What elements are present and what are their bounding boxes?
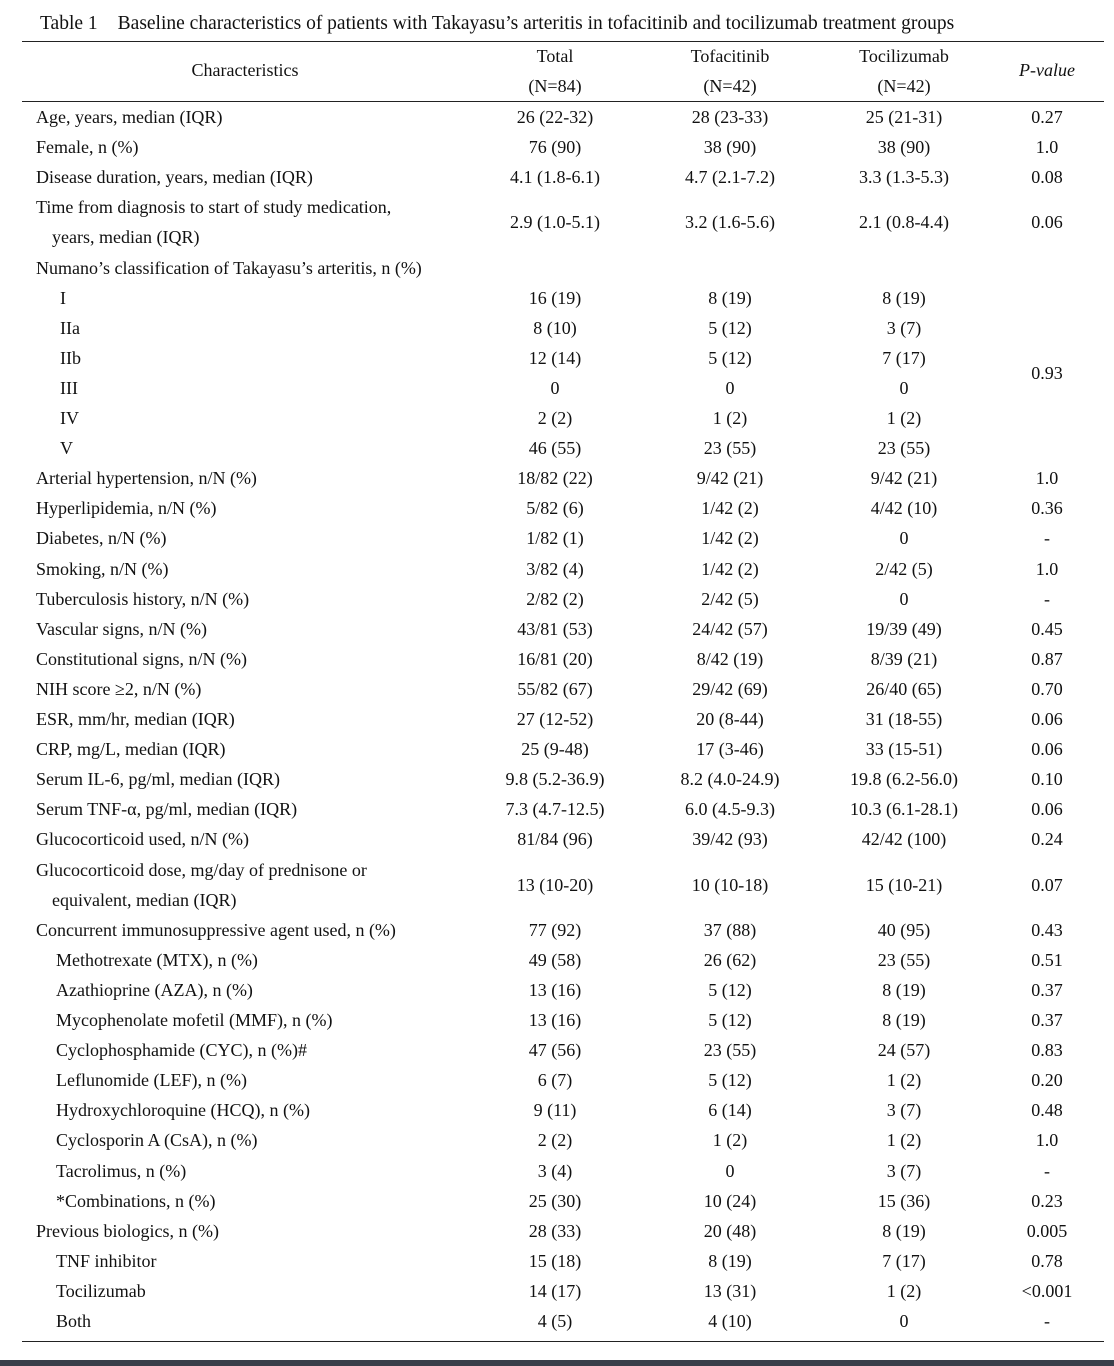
cell-tocilizumab: 19/39 (49)	[866, 618, 942, 639]
cell-total: 16/81 (20)	[517, 648, 593, 669]
row-label-text: Arterial hypertension, n/N (%)	[36, 468, 257, 489]
cell-tofacitinib: 8 (19)	[708, 1250, 752, 1271]
table-row	[0, 493, 1114, 523]
cell-tocilizumab: 15 (36)	[877, 1190, 931, 1211]
cell-total: 1/82 (1)	[526, 528, 584, 549]
cell-total: 28 (33)	[528, 1220, 582, 1241]
cell-total: 27 (12-52)	[516, 709, 594, 729]
cell-total: 4 (5)	[537, 1311, 573, 1331]
row-label	[36, 1216, 219, 1246]
cell-tofacitinib: 4.7 (2.1-7.2)	[685, 167, 775, 188]
cell-total: 81/84 (96)	[517, 829, 593, 850]
header-pvalue	[987, 55, 1107, 85]
row-label	[56, 1125, 258, 1155]
row-label-text: CRP, mg/L, median (IQR)	[36, 739, 226, 760]
cell-tocilizumab: 8 (19)	[882, 1220, 926, 1241]
table-row	[0, 644, 1114, 674]
cell-tocilizumab: 19.8 (6.2-56.0)	[850, 769, 958, 790]
cell-pvalue: 0.08	[1031, 167, 1063, 188]
cell-tofacitinib: 10 (24)	[703, 1190, 757, 1211]
cell-tofacitinib: 1 (2)	[712, 1130, 748, 1151]
table-row	[0, 132, 1114, 162]
cell-tocilizumab: 31 (18-55)	[865, 709, 943, 729]
cell-tocilizumab: 7 (17)	[882, 1250, 926, 1271]
cell-tofacitinib: 10 (10-18)	[691, 874, 769, 895]
cell-total: 25 (9-48)	[521, 739, 589, 760]
table-row	[0, 1095, 1114, 1125]
table-row	[0, 1306, 1114, 1336]
cell-total: 15 (18)	[528, 1250, 582, 1271]
cell-total: 3/82 (4)	[526, 558, 584, 579]
table-row	[0, 102, 1114, 132]
cell-tofacitinib: 29/42 (69)	[692, 678, 768, 699]
row-label-text: Hydroxychloroquine (HCQ), n (%)	[56, 1100, 310, 1121]
cell-pvalue: 1.0	[1035, 468, 1059, 489]
cell-total: 55/82 (67)	[517, 678, 593, 699]
row-label-text: Constitutional signs, n/N (%)	[36, 648, 247, 669]
cell-tofacitinib: 23 (55)	[703, 1040, 757, 1061]
table-row	[0, 192, 1114, 252]
row-label-text: *Combinations, n (%)	[56, 1190, 216, 1211]
cell-pvalue: 0.06	[1031, 739, 1063, 760]
table-row	[0, 584, 1114, 614]
row-label	[36, 734, 226, 764]
table-row	[0, 523, 1114, 553]
cell-tocilizumab: 0	[899, 377, 909, 398]
cell-total: 26 (22-32)	[516, 107, 594, 127]
cell-total: 13 (16)	[528, 979, 582, 1000]
table-title: Baseline characteristics of patients with Takayasu’s arteritis in tofacitinib and tocilizumab treatment groups	[117, 13, 955, 34]
cell-pvalue: 0.45	[1031, 618, 1063, 639]
row-label	[56, 1005, 332, 1035]
cell-total: 13 (10-20)	[516, 874, 594, 895]
table-row	[0, 674, 1114, 704]
cell-pvalue: 0.70	[1031, 678, 1063, 699]
cell-tofacitinib: 1/42 (2)	[701, 528, 759, 549]
cell-pvalue: 0.06	[1031, 709, 1063, 729]
cell-tocilizumab: 3.3 (1.3-5.3)	[859, 167, 949, 188]
row-label-text: Cyclophosphamide (CYC), n (%)#	[56, 1040, 307, 1061]
header-tofacitinib: Tofacitinib	[690, 46, 770, 66]
viewer-bottom-edge	[0, 1360, 1114, 1366]
cell-tocilizumab: 38 (90)	[877, 137, 931, 158]
cell-total: 25 (30)	[528, 1190, 582, 1211]
cell-tocilizumab: 3 (7)	[886, 1160, 922, 1181]
row-label	[36, 102, 222, 132]
row-label	[36, 584, 249, 614]
cell-pvalue: 1.0	[1035, 1130, 1059, 1151]
cell-tofacitinib: 20 (8-44)	[696, 709, 764, 729]
cell-tocilizumab: 25 (21-31)	[865, 107, 943, 127]
cell-pvalue: 0.48	[1031, 1100, 1063, 1121]
cell-tofacitinib: 5 (12)	[708, 317, 752, 338]
cell-tofacitinib: 1 (2)	[712, 408, 748, 428]
row-label	[56, 975, 253, 1005]
row-label	[60, 373, 78, 403]
table-caption	[40, 13, 954, 35]
header-tocilizumab: Tocilizumab	[859, 46, 949, 66]
row-label	[56, 1065, 247, 1095]
table-row	[0, 253, 1114, 283]
row-label-text: Disease duration, years, median (IQR)	[36, 167, 313, 188]
cell-tofacitinib: 8 (19)	[708, 287, 752, 308]
row-label	[56, 1156, 186, 1186]
cell-total: 9.8 (5.2-36.9)	[505, 769, 605, 790]
table-row	[0, 162, 1114, 192]
cell-tofacitinib: 28 (23-33)	[691, 107, 769, 127]
cell-pvalue: -	[1044, 1311, 1050, 1331]
cell-tocilizumab: 0	[899, 588, 909, 609]
header-total: Total	[536, 46, 574, 66]
cell-pvalue: 0.06	[1031, 212, 1063, 233]
cell-tocilizumab: 1 (2)	[886, 1130, 922, 1151]
row-label-text: I	[60, 287, 66, 308]
cell-tofacitinib: 1/42 (2)	[701, 558, 759, 579]
table-row	[0, 794, 1114, 824]
cell-pvalue: <0.001	[1021, 1280, 1073, 1301]
header-tofacitinib-n: (N=42)	[703, 76, 757, 96]
cell-tofacitinib: 9/42 (21)	[696, 468, 764, 489]
row-label-text: Serum TNF-α, pg/ml, median (IQR)	[36, 799, 298, 820]
cell-tofacitinib: 6 (14)	[708, 1100, 752, 1121]
row-label	[36, 644, 247, 674]
row-label-text: Numano’s classification of Takayasu’s arteritis, n (%)	[36, 257, 422, 278]
cell-tocilizumab: 23 (55)	[877, 949, 931, 970]
cell-tocilizumab: 42/42 (100)	[861, 829, 947, 850]
cell-total: 6 (7)	[537, 1070, 573, 1091]
row-label	[36, 794, 297, 824]
table-row	[0, 1035, 1114, 1065]
numano-pvalue: 0.93	[1031, 363, 1063, 383]
table-row	[0, 403, 1114, 433]
row-label	[56, 945, 258, 975]
row-label-text: Previous biologics, n (%)	[36, 1220, 219, 1241]
cell-total: 43/81 (53)	[517, 618, 593, 639]
cell-total: 9 (11)	[533, 1100, 577, 1121]
cell-pvalue: 0.78	[1031, 1250, 1063, 1271]
cell-tofacitinib: 38 (90)	[703, 137, 757, 158]
table-row	[0, 1186, 1114, 1216]
row-label	[36, 764, 280, 794]
cell-tocilizumab: 0	[899, 1311, 909, 1331]
row-label-text: ESR, mm/hr, median (IQR)	[36, 709, 235, 729]
row-label	[36, 493, 216, 523]
row-label	[36, 674, 201, 704]
cell-tocilizumab: 2/42 (5)	[875, 558, 933, 579]
cell-tofacitinib: 13 (31)	[703, 1280, 757, 1301]
cell-total: 76 (90)	[528, 137, 582, 158]
table-row	[0, 1156, 1114, 1186]
cell-total: 47 (56)	[528, 1040, 582, 1061]
table-row	[0, 614, 1114, 644]
row-label-text: Concurrent immunosuppressive agent used, n (%)	[36, 919, 396, 940]
cell-tofacitinib: 2/42 (5)	[701, 588, 759, 609]
table-row	[0, 1125, 1114, 1155]
header-total-n: (N=84)	[528, 76, 582, 96]
row-label-text: Hyperlipidemia, n/N (%)	[36, 498, 217, 519]
cell-total: 49 (58)	[528, 949, 582, 970]
table-row	[0, 554, 1114, 584]
table-number: Table 1	[40, 13, 98, 34]
cell-tofacitinib: 26 (62)	[703, 949, 757, 970]
row-label	[60, 283, 66, 313]
cell-pvalue: 0.87	[1031, 648, 1063, 669]
row-label-text: Serum IL-6, pg/ml, median (IQR)	[36, 769, 280, 790]
cell-pvalue: 0.43	[1031, 919, 1063, 940]
row-label	[56, 1306, 91, 1336]
row-label	[56, 1276, 146, 1306]
cell-tofacitinib: 5 (12)	[708, 979, 752, 1000]
cell-tofacitinib: 39/42 (93)	[692, 829, 768, 850]
cell-tocilizumab: 24 (57)	[877, 1040, 931, 1061]
row-label	[60, 433, 73, 463]
cell-tocilizumab: 0	[899, 528, 909, 549]
table-row	[0, 1005, 1114, 1035]
cell-pvalue: 0.27	[1031, 107, 1063, 127]
cell-tocilizumab: 40 (95)	[877, 919, 931, 940]
header-characteristics: Characteristics	[191, 60, 299, 80]
row-label	[36, 162, 313, 192]
cell-tocilizumab: 8/39 (21)	[870, 648, 938, 669]
cell-tocilizumab: 7 (17)	[882, 347, 926, 368]
cell-total: 18/82 (22)	[517, 468, 593, 489]
row-label	[36, 915, 396, 945]
cell-pvalue: 0.10	[1031, 769, 1063, 790]
row-label	[36, 554, 169, 584]
cell-pvalue: 1.0	[1035, 137, 1059, 158]
cell-pvalue: 0.07	[1031, 874, 1063, 895]
table-row	[0, 313, 1114, 343]
row-label-text: TNF inhibitor	[56, 1250, 157, 1271]
cell-total: 2.9 (1.0-5.1)	[510, 212, 600, 233]
cell-pvalue: 0.37	[1031, 979, 1063, 1000]
cell-tocilizumab: 1 (2)	[886, 408, 922, 428]
table-row	[0, 975, 1114, 1005]
cell-tofacitinib: 5 (12)	[708, 1010, 752, 1030]
cell-tofacitinib: 20 (48)	[703, 1220, 757, 1241]
cell-tocilizumab: 8 (19)	[882, 1010, 926, 1030]
row-label	[56, 1246, 157, 1276]
cell-total: 16 (19)	[528, 287, 582, 308]
cell-tofacitinib: 0	[725, 1160, 735, 1181]
cell-tocilizumab: 1 (2)	[886, 1280, 922, 1301]
row-label-text: IIb	[60, 347, 81, 368]
cell-pvalue: -	[1044, 1160, 1050, 1181]
table-row	[0, 824, 1114, 854]
cell-tocilizumab: 8 (19)	[882, 287, 926, 308]
row-label	[60, 343, 81, 373]
row-label-text: NIH score ≥2, n/N (%)	[36, 678, 202, 699]
row-label-text: Female, n (%)	[36, 137, 139, 158]
row-label-text: Cyclosporin A (CsA), n (%)	[56, 1130, 258, 1151]
table-row	[0, 373, 1114, 403]
cell-total: 12 (14)	[528, 347, 582, 368]
table-row	[0, 764, 1114, 794]
cell-pvalue: 0.36	[1031, 498, 1063, 519]
cell-tofacitinib: 24/42 (57)	[692, 618, 768, 639]
cell-tofacitinib: 6.0 (4.5-9.3)	[685, 799, 775, 820]
row-label-text: IV	[60, 408, 79, 428]
row-label-text: V	[60, 438, 73, 459]
cell-tocilizumab: 3 (7)	[886, 317, 922, 338]
cell-pvalue: 0.51	[1031, 949, 1063, 970]
row-label-text: Leflunomide (LEF), n (%)	[56, 1070, 247, 1091]
table-row	[0, 1246, 1114, 1276]
cell-tofacitinib: 4 (10)	[708, 1311, 752, 1331]
cell-tofacitinib: 37 (88)	[703, 919, 757, 940]
cell-total: 0	[550, 377, 560, 398]
cell-tocilizumab: 4/42 (10)	[870, 498, 938, 519]
cell-pvalue: 0.24	[1031, 829, 1063, 850]
cell-pvalue: 0.23	[1031, 1190, 1063, 1211]
row-label	[36, 824, 249, 854]
cell-tocilizumab: 10.3 (6.1-28.1)	[850, 799, 958, 820]
cell-tofacitinib: 5 (12)	[708, 347, 752, 368]
cell-tocilizumab: 33 (15-51)	[865, 739, 943, 760]
row-label-text: Tocilizumab	[56, 1280, 146, 1301]
cell-pvalue: 0.20	[1031, 1070, 1063, 1091]
row-label	[56, 1095, 310, 1125]
cell-tocilizumab: 3 (7)	[886, 1100, 922, 1121]
row-label-text: Glucocorticoid used, n/N (%)	[36, 829, 249, 850]
row-label-text: Azathioprine (AZA), n (%)	[56, 979, 253, 1000]
table-row	[0, 915, 1114, 945]
table-row	[0, 343, 1114, 373]
cell-pvalue: -	[1044, 528, 1050, 549]
table-row	[0, 945, 1114, 975]
cell-tocilizumab: 15 (10-21)	[865, 874, 943, 895]
cell-tocilizumab: 2.1 (0.8-4.4)	[859, 212, 949, 233]
cell-pvalue: 0.005	[1026, 1220, 1068, 1241]
row-label	[36, 132, 138, 162]
row-label	[36, 704, 235, 734]
cell-total: 46 (55)	[528, 438, 582, 459]
cell-pvalue: 1.0	[1035, 558, 1059, 579]
row-label	[36, 614, 207, 644]
cell-tocilizumab: 23 (55)	[877, 438, 931, 459]
cell-pvalue: 0.37	[1031, 1010, 1063, 1030]
cell-tofacitinib: 8.2 (4.0-24.9)	[680, 769, 780, 790]
table-row	[0, 1065, 1114, 1095]
cell-tofacitinib: 3.2 (1.6-5.6)	[685, 212, 775, 233]
row-label-text: Glucocorticoid dose, mg/day of prednisone or	[36, 859, 367, 880]
row-label-text: Diabetes, n/N (%)	[36, 528, 167, 549]
cell-tofacitinib: 8/42 (19)	[696, 648, 764, 669]
cell-pvalue: 0.06	[1031, 799, 1063, 820]
table-row	[0, 855, 1114, 915]
cell-pvalue: -	[1044, 588, 1050, 609]
cell-tocilizumab: 1 (2)	[886, 1070, 922, 1091]
row-label-text: Smoking, n/N (%)	[36, 558, 169, 579]
row-label	[60, 403, 79, 433]
cell-total: 5/82 (6)	[526, 498, 584, 519]
table-row	[0, 704, 1114, 734]
row-label-text: III	[60, 377, 78, 398]
cell-tocilizumab: 26/40 (65)	[866, 678, 942, 699]
cell-total: 14 (17)	[528, 1280, 582, 1301]
cell-tocilizumab: 8 (19)	[882, 979, 926, 1000]
cell-tofacitinib: 5 (12)	[708, 1070, 752, 1091]
cell-total: 13 (16)	[528, 1010, 582, 1030]
cell-tofacitinib: 23 (55)	[703, 438, 757, 459]
cell-total: 4.1 (1.8-6.1)	[510, 167, 600, 188]
row-label-text: Time from diagnosis to start of study medication,	[36, 197, 392, 218]
table-row	[0, 1276, 1114, 1306]
row-label-text: Age, years, median (IQR)	[36, 107, 223, 127]
row-label	[36, 192, 391, 252]
cell-tocilizumab: 9/42 (21)	[870, 468, 938, 489]
cell-tofacitinib: 17 (3-46)	[696, 739, 764, 760]
cell-total: 2 (2)	[537, 408, 573, 428]
header-pvalue-text: P-value	[1019, 60, 1075, 80]
cell-total: 7.3 (4.7-12.5)	[505, 799, 605, 820]
row-label-text: Tuberculosis history, n/N (%)	[36, 588, 250, 609]
row-label	[36, 523, 166, 553]
row-label	[36, 253, 422, 283]
cell-total: 2 (2)	[537, 1130, 573, 1151]
cell-total: 3 (4)	[537, 1160, 573, 1181]
row-label-continued: years, median (IQR)	[52, 227, 200, 248]
row-label-text: Both	[56, 1311, 92, 1331]
bottom-rule	[22, 1341, 1104, 1342]
row-label-text: Methotrexate (MTX), n (%)	[56, 949, 258, 970]
cell-pvalue: 0.83	[1031, 1040, 1063, 1061]
row-label-continued: equivalent, median (IQR)	[52, 889, 237, 910]
cell-total: 8 (10)	[533, 317, 577, 338]
cell-tofacitinib: 1/42 (2)	[701, 498, 759, 519]
row-label-text: Mycophenolate mofetil (MMF), n (%)	[56, 1010, 333, 1030]
table-row	[0, 734, 1114, 764]
row-label	[36, 855, 367, 915]
cell-total: 77 (92)	[528, 919, 582, 940]
row-label-text: IIa	[60, 317, 80, 338]
header-tocilizumab-n: (N=42)	[877, 76, 931, 96]
row-label-text: Tacrolimus, n (%)	[56, 1160, 187, 1181]
row-label	[56, 1186, 216, 1216]
row-label	[56, 1035, 307, 1065]
cell-total: 2/82 (2)	[526, 588, 584, 609]
table-row	[0, 283, 1114, 313]
table-row	[0, 463, 1114, 493]
table-row	[0, 1216, 1114, 1246]
table-row	[0, 433, 1114, 463]
row-label	[60, 313, 80, 343]
row-label-text: Vascular signs, n/N (%)	[36, 618, 207, 639]
cell-tofacitinib: 0	[725, 377, 735, 398]
row-label	[36, 463, 257, 493]
